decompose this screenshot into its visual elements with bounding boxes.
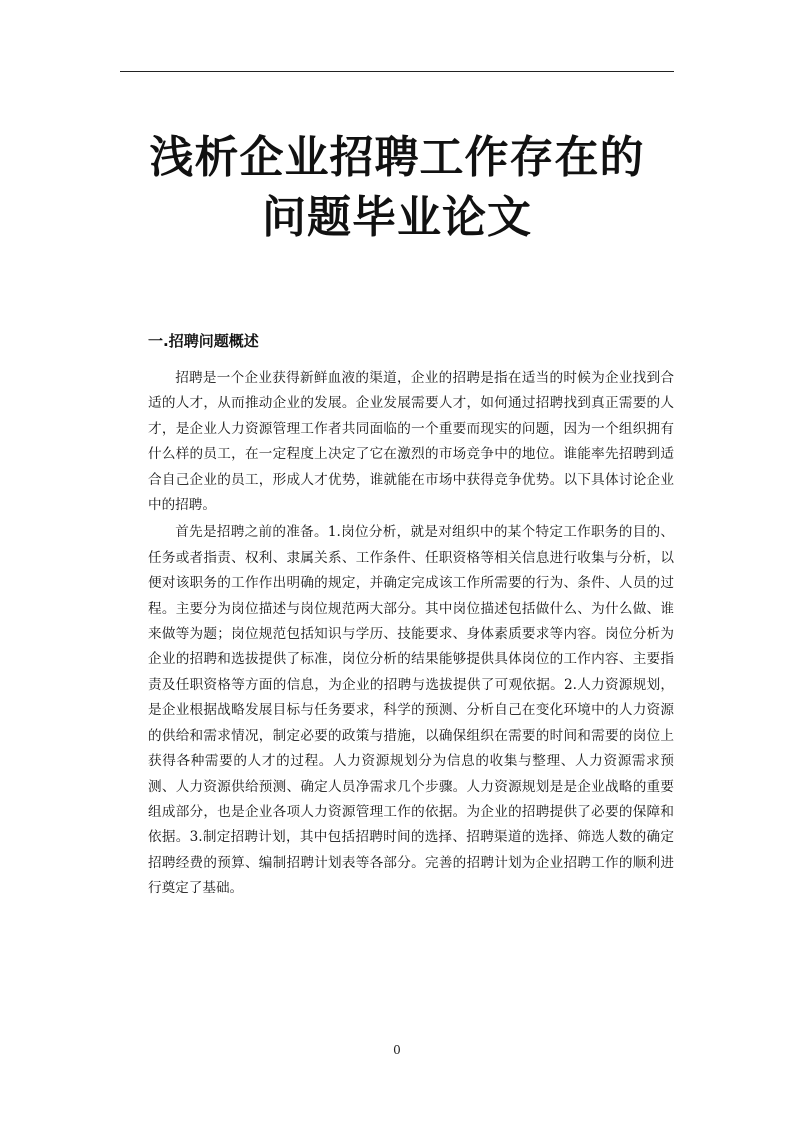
section-heading: 一.招聘问题概述 xyxy=(148,332,259,350)
title-line-1: 浅析企业招聘工作存在的 xyxy=(149,132,645,183)
page-number: 0 xyxy=(393,1043,401,1057)
body-text xyxy=(148,366,674,904)
paragraph-1: 招聘是一个企业获得新鲜血液的渠道，企业的招聘是指在适当的时候为企业找到合适的人才，从而推动企业的发展。企业发展需要人才，如何通过招聘找到真正需要的人才，是企业人力资源管理工作者共同面临的一个重要而现实的问题，因为一个组织拥有什么样的员工，在一定程度上决定了它在激烈的市场竞争中的地位。谁能率先招聘到适合自己企业的员工，形成人才优势，谁就能在市场中获得竞争优势。以下具体讨论企业中的招聘。 xyxy=(148,370,674,514)
header-rule xyxy=(120,71,674,72)
document-title xyxy=(120,128,674,248)
title-line-2: 问题毕业论文 xyxy=(262,192,532,243)
paragraph-2: 首先是招聘之前的准备。1.岗位分析，就是对组织中的某个特定工作职务的目的、任务或者指责、权利、隶属关系、工作条件、任职资格等相关信息进行收集与分析，以便对该职务的工作作出明确的规定，并确定完成该工作所需要的行为、条件、人员的过程。主要分为岗位描述与岗位规范两大部分。其中岗位描述包括做什么、为什么做、谁来做等为题；岗位规范包括知识与学历、技能要求、身体素质要求等内容。岗位分析为企业的招聘和选拔提供了标准，岗位分析的结果能够提供具体岗位的工作内容、主要指责及任职资格等方面的信息，为企业的招聘与选拔提供了可观依据。2.人力资源规划，是企业根据战略发展目标与任务要求，科学的预测、分析自己在变化环境中的人力资源的供给和需求情况，制定必要的政策与措施，以确保组织在需要的时间和需要的岗位上获得各种需要的人才的过程。人力资源规划分为信息的收集与整理、人力资源需求预测、人力资源供给预测、确定人员净需求几个步骤。人力资源规划是是企业战略的重要组成部分，也是企业各项人力资源管理工作的依据。为企业的招聘提供了必要的保障和依据。3.制定招聘计划，其中包括招聘时间的选择、招聘渠道的选择、筛选人数的确定招聘经费的预算、编制招聘计划表等各部分。完善的招聘计划为企业招聘工作的顺利进行奠定了基础。 xyxy=(148,524,674,897)
